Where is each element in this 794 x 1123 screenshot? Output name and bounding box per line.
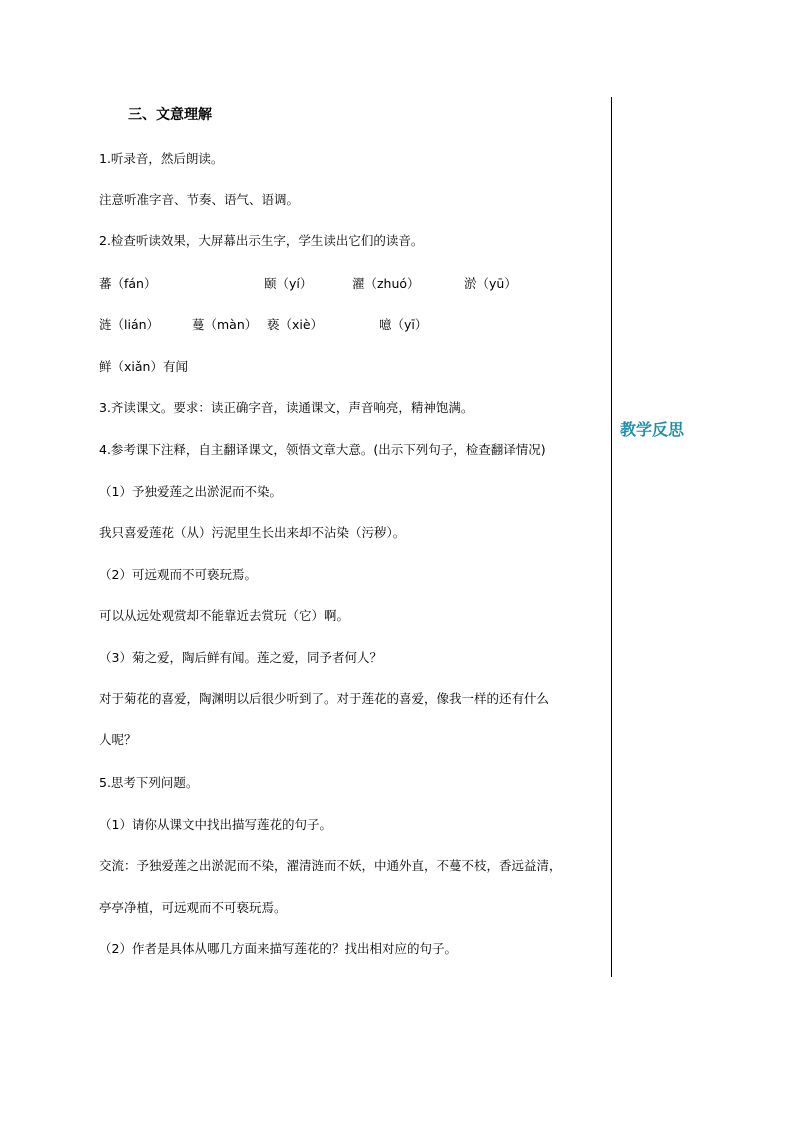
step-1-text: 1.听录音，然后朗读。 [99,151,224,166]
sentence-3: （3）菊之爱，陶后鲜有闻。莲之爱，同予者何人？ [99,650,382,665]
sentence-2: （2）可远观而不可亵玩焉。 [99,567,257,582]
question-1: （1）请你从课文中找出描写莲花的句子。 [99,817,332,832]
pinyin-item: 蔓（màn） [192,317,258,332]
answer-1-line-1: 交流：予独爱莲之出淤泥而不染，濯清涟而不妖，中通外直，不蔓不枝，香远益清， [99,858,562,873]
question-2: （2）作者是具体从哪几方面来描写莲花的？找出相对应的句子。 [99,941,457,956]
translation-3-line-2: 人呢？ [99,732,137,747]
step-1-note: 注意听准字音、节奏、语气、语调。 [99,192,300,207]
step-2-text: 2.检查听读效果，大屏幕出示生字，学生读出它们的读音。 [99,233,424,248]
section-heading: 三、文意理解 [128,107,212,123]
sentence-1: （1）予独爱莲之出淤泥而不染。 [99,484,282,499]
pinyin-item: 噫（yī） [379,317,428,332]
step-3-text: 3.齐读课文。要求：读正确字音，读通课文，声音响亮，精神饱满。 [99,400,474,415]
pinyin-item: 涟（lián） [99,317,160,332]
step-5-text: 5.思考下列问题。 [99,775,199,790]
pinyin-item: 淤（yū） [464,276,517,291]
translation-2: 可以从远处观赏却不能靠近去赏玩（它）啊。 [99,608,350,623]
pinyin-item: 蕃（fán） [99,276,157,291]
translation-3-line-1: 对于菊花的喜爱，陶渊明以后很少听到了。对于莲花的喜爱，像我一样的还有什么 [99,691,550,706]
pinyin-item: 鲜（xiǎn）有闻 [99,359,188,374]
pinyin-item: 颐（yí） [264,276,313,291]
pinyin-item: 亵（xiè） [267,317,324,332]
teaching-reflection-label: 教学反思 [620,420,685,439]
step-4-text: 4.参考课下注释，自主翻译课文，领悟文章大意。(出示下列句子，检查翻译情况) [99,442,546,457]
column-divider [611,97,612,977]
answer-1-line-2: 亭亭净植，可远观而不可亵玩焉。 [99,900,287,915]
pinyin-item: 濯（zhuó） [352,276,420,291]
translation-1: 我只喜爱莲花（从）污泥里生长出来却不沾染（污秽）。 [99,525,406,540]
